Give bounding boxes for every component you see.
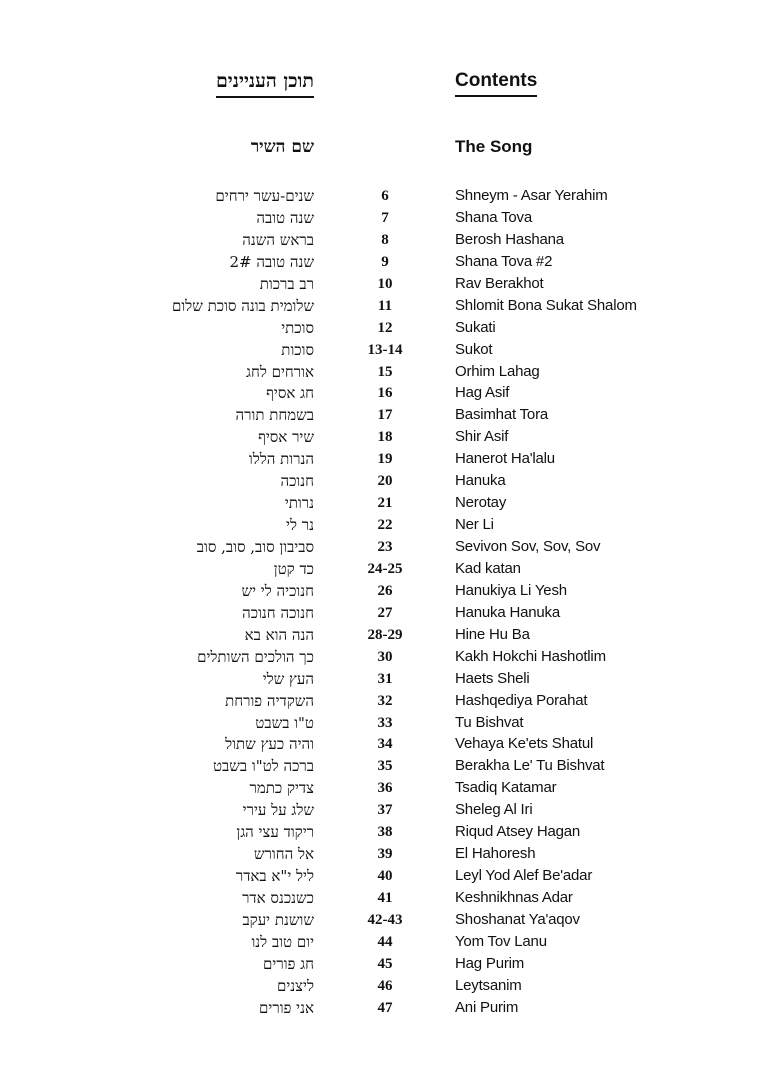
english-song-title: Rav Berakhot (455, 274, 544, 292)
english-song-title: Hag Purim (455, 954, 525, 972)
page-number: 20 (377, 473, 393, 490)
toc-entry (0, 580, 768, 602)
hebrew-song-title: שנה טובה 2# (229, 252, 314, 271)
page-number: 28-29 (367, 626, 403, 643)
english-song-title: Basimhat Tora (455, 406, 549, 424)
hebrew-song-title: השקדיה פורחת (225, 691, 314, 710)
hebrew-song-subtitle: שם השיר (250, 137, 314, 157)
english-song-title: Riqud Atsey Hagan (455, 823, 581, 841)
page-number: 16 (377, 385, 393, 402)
hebrew-song-title: שלג על עירי (242, 801, 314, 820)
page-number: 47 (377, 999, 393, 1016)
toc-entry (0, 492, 768, 514)
hebrew-song-title: צדיק כתמר (249, 779, 314, 798)
page-number: 8 (381, 231, 389, 248)
english-song-title: Orhim Lahag (455, 362, 540, 380)
hebrew-song-title: סוכות (281, 340, 314, 359)
toc-entry (0, 843, 768, 865)
toc-entry (0, 317, 768, 339)
page-number: 42-43 (367, 911, 403, 928)
toc-entry (0, 339, 768, 361)
english-song-title: Sukati (455, 318, 496, 336)
page-number: 36 (377, 780, 393, 797)
page-number: 34 (377, 736, 393, 753)
english-song-title: Hag Asif (455, 384, 510, 402)
english-song-title: Shana Tova (455, 208, 532, 226)
english-song-title: Sukot (455, 340, 493, 358)
page-number: 32 (377, 692, 393, 709)
page-number: 19 (377, 451, 393, 468)
toc-entry (0, 821, 768, 843)
english-song-title: Leytsanim (455, 976, 522, 994)
page-number: 45 (377, 955, 393, 972)
toc-entry (0, 514, 768, 536)
hebrew-song-title: כך הולכים השותלים (197, 647, 314, 666)
page-number: 31 (377, 670, 393, 687)
hebrew-song-title: אורחים לחג (246, 362, 314, 381)
toc-entry (0, 712, 768, 734)
hebrew-song-title: העץ שלי (262, 669, 314, 688)
page-number: 35 (377, 758, 393, 775)
english-song-title: Hanuka Hanuka (455, 603, 560, 621)
toc-entry (0, 997, 768, 1019)
english-contents-title: Contents (455, 70, 537, 97)
hebrew-song-title: ברכה לט"ו בשבט (212, 757, 314, 776)
page-number: 27 (377, 604, 393, 621)
toc-entry (0, 975, 768, 997)
page-number: 6 (381, 188, 389, 204)
page-number: 41 (377, 890, 393, 906)
hebrew-song-title: רב ברכות (259, 274, 314, 293)
hebrew-song-title: חג פורים (263, 954, 314, 973)
english-song-title: Keshnikhnas Adar (455, 889, 573, 906)
page-number: 9 (381, 253, 389, 270)
english-song-title: Sheleg Al Iri (455, 801, 533, 819)
hebrew-song-title: הנרות הללו (248, 450, 314, 469)
hebrew-song-title: ליצנים (277, 976, 314, 995)
toc-entry (0, 470, 768, 492)
toc-entry (0, 536, 768, 558)
hebrew-song-title: בשמחת תורה (235, 406, 314, 425)
english-song-title: Hanerot Ha'lalu (455, 450, 555, 468)
page-number: 22 (377, 517, 393, 534)
page-number: 21 (377, 495, 393, 512)
english-song-title: Kakh Hokchi Hashotlim (455, 647, 606, 665)
hebrew-song-title: סביבון סוב, סוב, סוב (196, 538, 314, 556)
hebrew-song-title: שלומית בונה סוכת שלום (171, 296, 314, 315)
english-song-title: Hanukiya Li Yesh (455, 581, 567, 599)
toc-entry (0, 273, 768, 295)
toc-entry (0, 755, 768, 777)
hebrew-song-title: סוכתי (281, 318, 314, 337)
english-song-title: Hanuka (455, 472, 506, 490)
hebrew-song-title: הנה הוא בא (244, 625, 314, 644)
toc-entry (0, 558, 768, 580)
hebrew-song-title: נר לי (286, 516, 314, 535)
english-song-title: Tsadiq Katamar (455, 779, 557, 797)
english-song-title: Nerotay (455, 494, 507, 512)
english-song-title: Vehaya Ke'ets Shatul (455, 735, 594, 753)
toc-entry (0, 733, 768, 755)
toc-entry (0, 404, 768, 426)
page-number: 30 (377, 648, 393, 665)
english-song-title: Kad katan (455, 559, 521, 577)
english-song-title: Tu Bishvat (455, 713, 524, 731)
table-of-contents (0, 185, 768, 1019)
hebrew-song-title: חג אסיף (266, 384, 314, 403)
toc-entry (0, 646, 768, 668)
english-song-title: Shlomit Bona Sukat Shalom (455, 296, 637, 314)
english-song-title: Shoshanat Ya'aqov (455, 910, 580, 928)
toc-entry (0, 185, 768, 207)
toc-entry (0, 295, 768, 317)
english-song-title: Shana Tova #2 (455, 252, 553, 270)
page-number: 37 (377, 802, 393, 819)
page-number: 40 (377, 868, 393, 885)
page-number: 38 (377, 824, 393, 841)
english-song-title: Shneym - Asar Yerahim (455, 187, 608, 204)
hebrew-song-title: נרותי (284, 494, 314, 513)
hebrew-song-title: יום טוב לנו (251, 932, 314, 951)
toc-entry (0, 229, 768, 251)
toc-entry (0, 953, 768, 975)
hebrew-song-title: שנים-עשר ירחים (215, 187, 314, 205)
hebrew-song-title: שושנת יעקב (242, 910, 314, 929)
hebrew-song-title: בראש השנה (242, 230, 314, 249)
toc-entry (0, 448, 768, 470)
english-song-title: El Hahoresh (455, 845, 536, 863)
toc-entry (0, 799, 768, 821)
hebrew-song-title: שיר אסיף (258, 428, 314, 447)
page-number: 11 (377, 297, 393, 314)
english-song-title: Hine Hu Ba (455, 625, 530, 643)
page-number: 26 (377, 582, 393, 599)
toc-entry (0, 777, 768, 799)
english-song-title: Hashqediya Porahat (455, 691, 588, 709)
toc-entry (0, 207, 768, 229)
toc-entry (0, 668, 768, 690)
page-number: 10 (377, 275, 393, 292)
page-number: 33 (377, 714, 393, 731)
english-song-subtitle: The Song (455, 137, 533, 156)
toc-entry (0, 931, 768, 953)
hebrew-song-title: והיה כעץ שתול (225, 735, 314, 754)
hebrew-song-title: חנוכה (280, 472, 314, 491)
hebrew-song-title: ריקוד עצי הגן (236, 823, 314, 842)
page-number: 7 (381, 209, 389, 226)
toc-entry (0, 602, 768, 624)
toc-entry (0, 361, 768, 383)
hebrew-song-title: חנוכה חנוכה (242, 603, 314, 622)
hebrew-song-title: אל החורש (253, 845, 314, 864)
page-number: 23 (377, 539, 393, 555)
page-number: 46 (377, 977, 393, 994)
hebrew-song-title: כד קטן (273, 559, 314, 578)
toc-entry (0, 909, 768, 931)
page-number: 44 (377, 933, 393, 950)
hebrew-song-title: אני פורים (259, 998, 314, 1017)
hebrew-song-title: ט"ו בשבט (255, 713, 314, 732)
page-number: 18 (377, 429, 393, 446)
english-song-title: Ner Li (455, 516, 494, 534)
page-number: 17 (377, 407, 393, 424)
toc-entry (0, 865, 768, 887)
toc-entry (0, 887, 768, 909)
toc-entry (0, 624, 768, 646)
hebrew-contents-title: תוכן העניינים (216, 70, 314, 98)
page-number: 15 (377, 363, 393, 380)
hebrew-song-title: ליל י"א באדר (235, 867, 314, 886)
toc-entry (0, 251, 768, 273)
page-number: 24-25 (367, 560, 403, 577)
english-song-title: Sevivon Sov, Sov, Sov (455, 538, 601, 555)
toc-entry (0, 690, 768, 712)
english-song-title: Berosh Hashana (455, 230, 564, 248)
hebrew-song-title: שנה טובה (256, 208, 314, 227)
toc-entry (0, 426, 768, 448)
english-song-title: Shir Asif (455, 428, 509, 446)
hebrew-song-title: חנוכיה לי יש (241, 581, 314, 600)
english-song-title: Haets Sheli (455, 669, 530, 687)
english-song-title: Berakha Le' Tu Bishvat (455, 757, 605, 775)
english-song-title: Ani Purim (455, 998, 519, 1016)
hebrew-song-title: כשנכנס אדר (242, 889, 314, 907)
toc-entry (0, 382, 768, 404)
english-song-title: Yom Tov Lanu (455, 932, 547, 950)
page-number: 39 (377, 846, 393, 863)
english-song-title: Leyl Yod Alef Be'adar (455, 867, 593, 885)
page-number: 13-14 (367, 341, 403, 358)
page-number: 12 (377, 319, 393, 336)
